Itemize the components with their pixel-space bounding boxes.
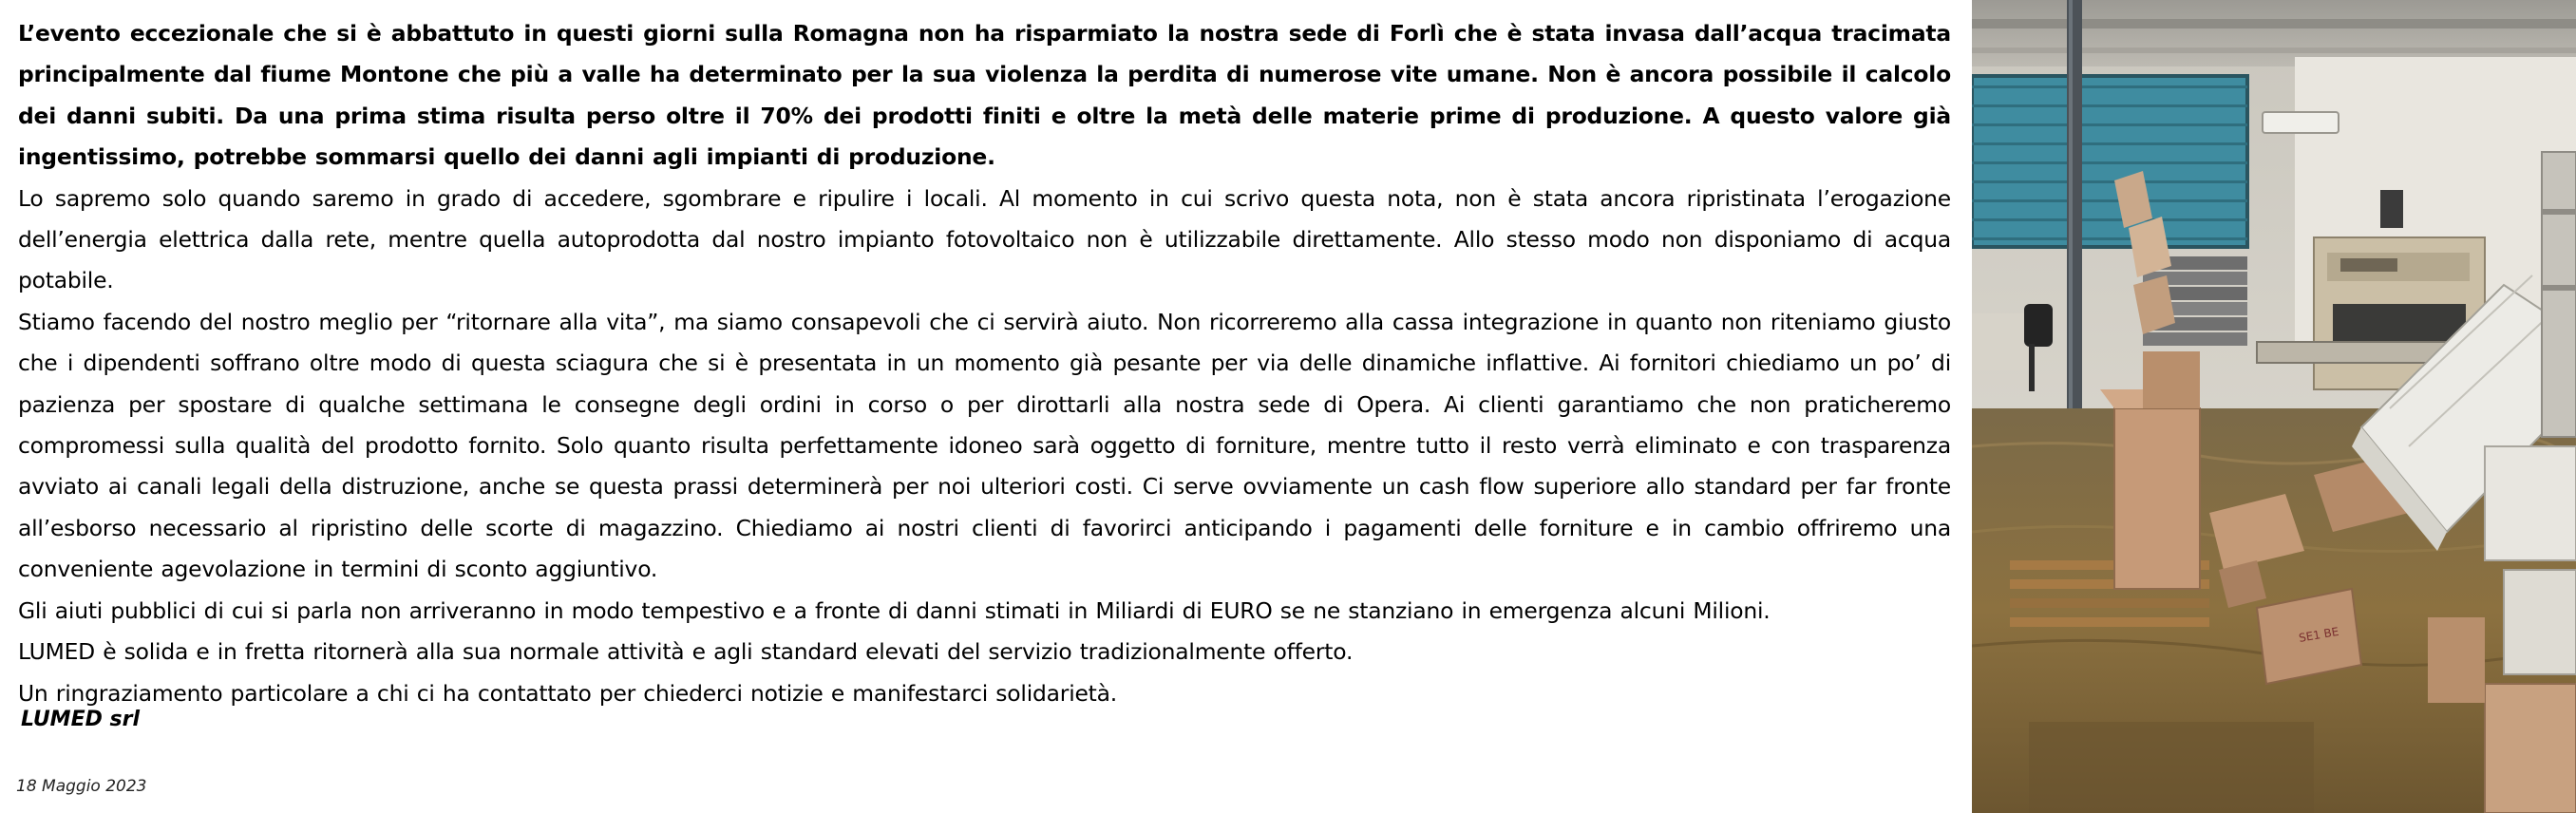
letter-paragraph-intro: L’evento eccezionale che si è abbattuto in questi giorni sulla Romagna non ha risparmiato la nostra sede di Forlì che è stata invasa dall’acqua tracimata principalmente dal fiume Montone che più a valle ha determinato per la sua violenza la perdita di numerose vite umane. Non è ancora possibile il calcolo dei danni subiti. Da una prima stima risulta perso oltre il 70% dei prodotti finiti e oltre la metà delle materie prime di produzione. A questo valore già ingentissimo, potrebbe sommarsi quello dei danni agli impianti di produzione. (18, 20, 1951, 171)
letter-paragraph-recovery: LUMED è solida e in fretta ritornerà alla sua normale attività e agli standard elevati del servizio tradizionalmente offerto. (18, 638, 1354, 666)
company-signature: LUMED srl (21, 708, 141, 731)
letter-paragraph-public-aid: Gli aiuti pubblici di cui si parla non arriveranno in modo tempestivo e a fronte di danni stimati in Miliardi di EURO se ne stanziano in emergenza alcuni Milioni. (18, 596, 1771, 624)
letter-date: 18 Maggio 2023 (16, 777, 147, 796)
svg-text:SE1 BE: SE1 BE (2298, 624, 2340, 645)
letter-paragraph-requests: Stiamo facendo del nostro meglio per “ritornare alla vita”, ma siamo consapevoli che ci servirà aiuto. Non ricorreremo alla cassa integrazione in quanto non riteniamo giusto che i dipendenti soffrano oltre modo di questa sciagura che si è presentata in un momento già pesante per via delle dinamiche inflattive. Ai fornitori chiediamo un po’ di pazienza per spostare di qualche settimana le consegne degli ordini in corso o per dirottarli alla nostra sede di Opera. Ai clienti garantiamo che non praticheremo compromessi sulla qualità del prodotto fornito. Solo quanto risulta perfettamente idoneo sarà oggetto di forniture, mentre tutto il resto verrà eliminato e con trasparenza avviato ai canali legali della distruzione, anche se questa prassi determinerà per noi ulteriori costi. Ci serve ovviamente un cash flow superiore allo standard per far fronte all’esborso necessario al ripristino delle scorte di magazzino. Chiediamo ai nostri clienti di favorirci anticipando i pagamenti delle forniture e in cambio offriremo una conveniente agevolazione in termini di sconto aggiuntivo. (18, 308, 1951, 583)
flooded-warehouse-photo (1972, 0, 2576, 813)
letter-paragraph-thanks: Un ringraziamento particolare a chi ci ha contattato per chiederci notizie e manifestarci solidarietà. (18, 679, 1118, 707)
window-blinds-icon (1972, 76, 2247, 247)
letter-paragraph-status: Lo sapremo solo quando saremo in grado di accedere, sgombrare e ripulire i locali. Al momento in cui scrivo questa nota, non è stata ancora ripristinata l’erogazione dell’energia elettrica dalla rete, mentre quella autoprodotta dal nostro impianto fotovoltaico non è utilizzabile direttamente. Allo stesso modo non disponiamo di acqua potabile. (18, 184, 1951, 294)
letter-body (18, 13, 1951, 714)
